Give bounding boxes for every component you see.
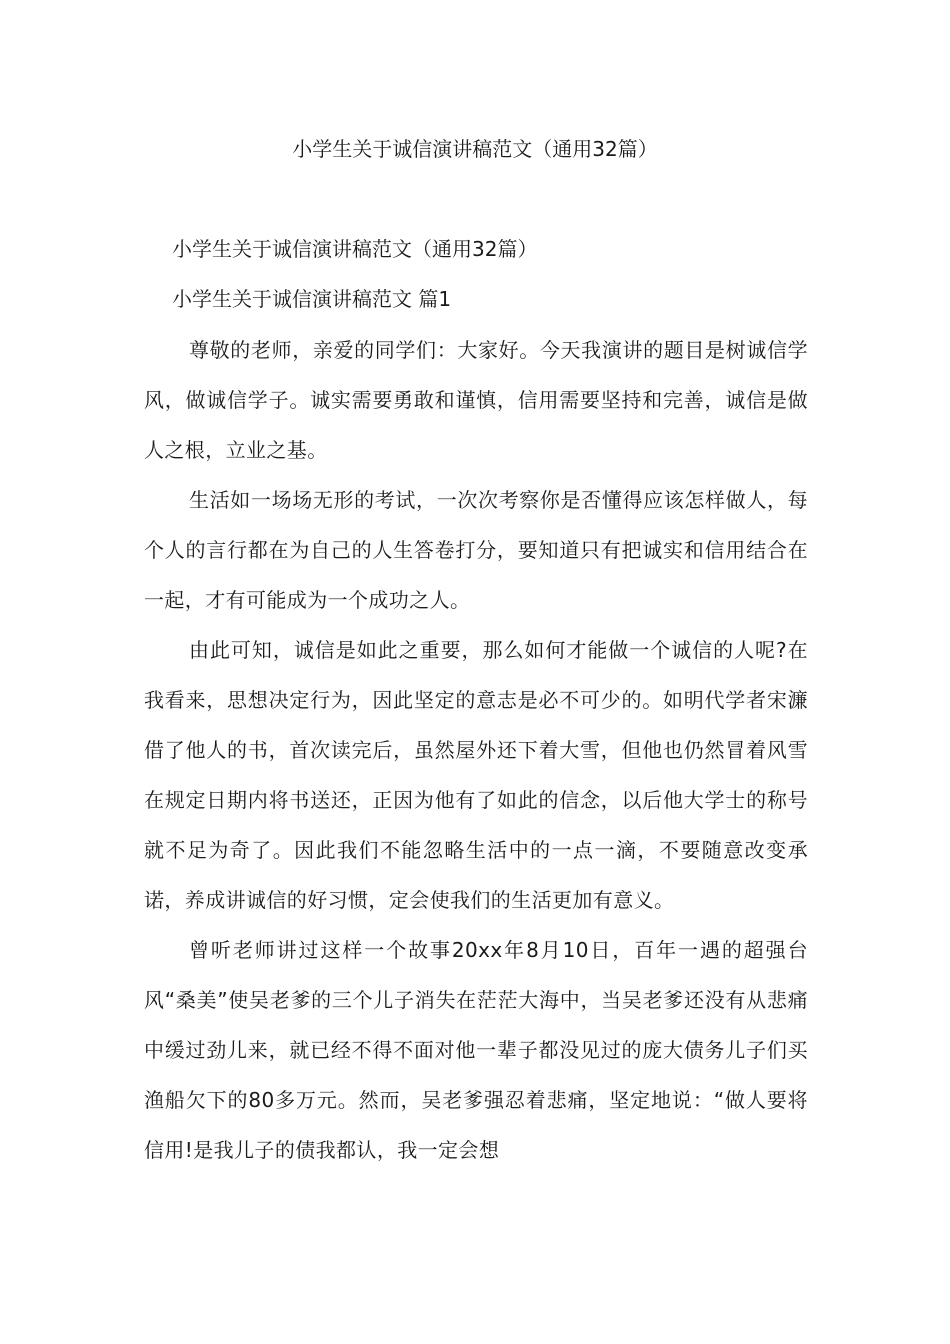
- paragraph: 曾听老师讲过这样一个故事20xx年8月10日，百年一遇的超强台风“桑美”使吴老爹的三个儿子消失在茫茫大海中，当吴老爹还没有从悲痛中缓过劲儿来，就已经不得不面对他一辈子都没见过的庞大债务儿子们买渔船欠下的80多万元。然而，吴老爹强忍着悲痛，坚定地说：“做人要将信用!是我儿子的债我都认，我一定会想: [144, 938, 808, 1162]
- document-subtitle: 小学生关于诚信演讲稿范文（通用32篇）: [172, 237, 538, 261]
- paragraph: 尊敬的老师，亲爱的同学们：大家好。今天我演讲的题目是树诚信学风，做诚信学子。诚实需要勇敢和谨慎，信用需要坚持和完善，诚信是做人之根，立业之基。: [144, 338, 808, 462]
- paragraph: 生活如一场场无形的考试，一次次考察你是否懂得应该怎样做人，每个人的言行都在为自己的人生答卷打分，要知道只有把诚实和信用结合在一起，才有可能成为一个成功之人。: [144, 488, 808, 612]
- document-title: 小学生关于诚信演讲稿范文（通用32篇）: [292, 137, 658, 161]
- body-text: [144, 325, 808, 1175]
- paragraph: 由此可知，诚信是如此之重要，那么如何才能做一个诚信的人呢?在我看来，思想决定行为，因此坚定的意志是必不可少的。如明代学者宋濂借了他人的书，首次读完后，虽然屋外还下着大雪，但他也仍然冒着风雪在规定日期内将书送还，正因为他有了如此的信念，以后他大学士的称号就不足为奇了。因此我们不能忽略生活中的一点一滴，不要随意改变承诺，养成讲诚信的好习惯，定会使我们的生活更加有意义。: [144, 638, 808, 912]
- section-heading: 小学生关于诚信演讲稿范文 篇1: [172, 287, 452, 311]
